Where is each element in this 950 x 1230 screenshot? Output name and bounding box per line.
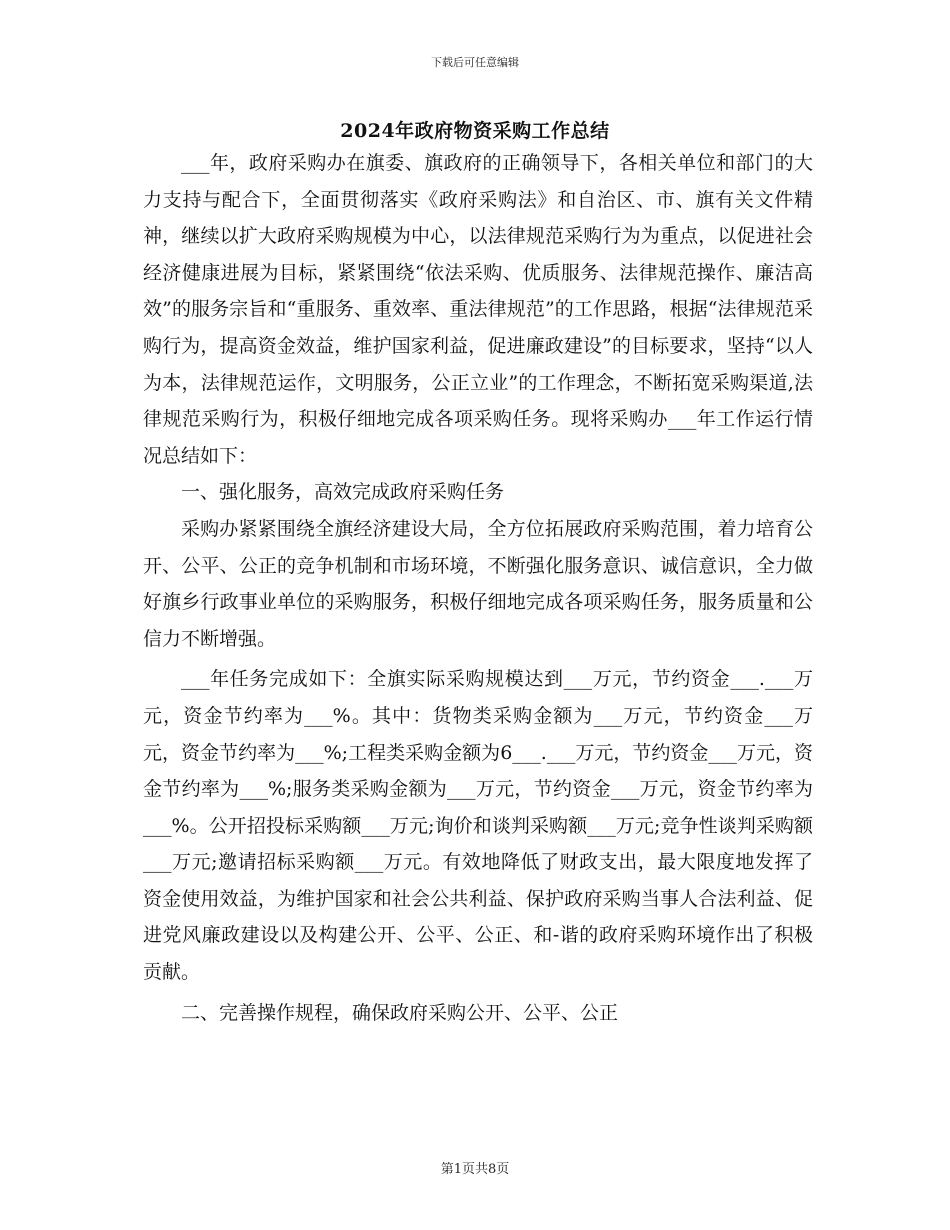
document-body: [143, 145, 813, 1031]
paragraph-intro: ___年，政府采购办在旗委、旗政府的正确领导下，各相关单位和部门的大力支持与配合下，全面贯彻落实《政府采购法》和自治区、市、旗有关文件精神，继续以扩大政府采购规模为中心，以法律规范采购行为为重点，以促进社会经济健康进展为目标，紧紧围绕“依法采购、优质服务、法律规范操作、廉洁高效”的服务宗旨和“重服务、重效率、重法律规范”的工作思路，根据“法律规范采购行为，提高资金效益，维护国家利益，促进廉政建设”的目标要求，坚持“以人为本，法律规范运作，文明服务，公正立业”的工作理念，不断拓宽采购渠道,法律规范采购行为，积极仔细地完成各项采购任务。现将采购办___年工作运行情况总结如下：: [143, 152, 813, 467]
header-note: 下载后可任意编辑: [431, 56, 519, 69]
paragraph-tasks: ___年任务完成如下：全旗实际采购规模达到___万元，节约资金___.___万元，资金节约率为___%。其中：货物类采购金额为___万元，节约资金___万元，资金节约率为___%;工程类采购金额为6___.___万元，节约资金___万元，资金节约率为___%;服务类采购金额为___万元，节约资金___万元，资金节约率为___%。公开招投标采购额___万元;询价和谈判采购额___万元;竞争性谈判采购额___万元;邀请招标采购额___万元。有效地降低了财政支出，最大限度地发挥了资金使用效益，为维护国家和社会公共利益、保护政府采购当事人合法利益、促进党风廉政建设以及构建公开、公平、公正、和-谐的政府采购环境作出了积极贡献。: [143, 668, 813, 984]
page-footer: 第1页共8页: [440, 1162, 510, 1177]
document-title: 2024年政府物资采购工作总结: [340, 120, 610, 142]
section-heading-1: 一、强化服务，高效完成政府采购任务: [181, 481, 505, 504]
paragraph-service: 采购办紧紧围绕全旗经济建设大局，全方位拓展政府采购范围，着力培育公开、公平、公正的竞争机制和市场环境，不断强化服务意识、诚信意识，全力做好旗乡行政事业单位的采购服务，积极仔细地完成各项采购任务，服务质量和公信力不断增强。: [143, 517, 813, 650]
section-heading-2: 二、完善操作规程，确保政府采购公开、公平、公正: [181, 1001, 619, 1024]
